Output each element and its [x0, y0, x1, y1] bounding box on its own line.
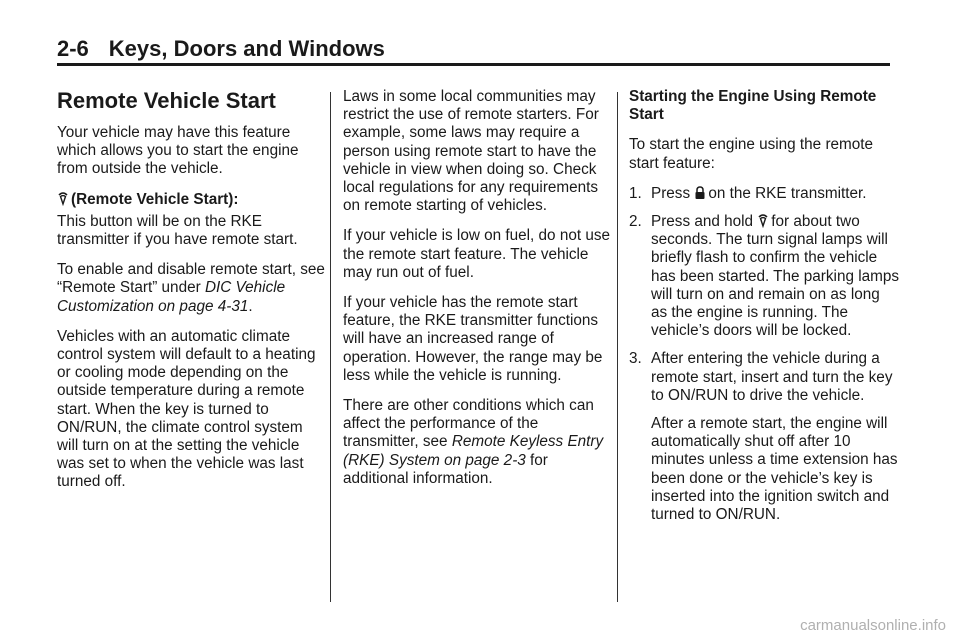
climate-paragraph: Vehicles with an automatic climate control system will default to a heating or cooling mode depending on the outside temperature during a remote start. When the key is turned to ON/RUN, the climate control system will turn on at the setting the vehicle was set to when the vehicle was last turned off. [57, 327, 316, 491]
remote-start-icon [57, 192, 69, 206]
section-title: Keys, Doors and Windows [108, 36, 385, 61]
column-divider [330, 92, 331, 602]
range-paragraph: If your vehicle has the remote start feature, the RKE transmitter functions will have an increased range of operation. However, the range may be less while the vehicle is running. [343, 294, 603, 384]
step-number: 2. [629, 213, 642, 231]
enable-end: . [248, 297, 253, 315]
page-title: Remote Vehicle Start [57, 88, 276, 113]
button-heading-label: (Remote Vehicle Start): [71, 190, 239, 208]
button-heading [57, 191, 325, 209]
step-1 [629, 185, 899, 203]
auto-shutoff-note: After a remote start, the engine will automatically shut off after 10 minutes unless a time extension has been done or the vehicle’s key is inserted into the ignition switch and turned to ON/RUN. [651, 415, 898, 524]
column-1 [57, 88, 325, 504]
button-description: This button will be on the RKE transmitter if you have remote start. [57, 212, 298, 249]
lead-text: To start the engine using the remote start feature: [629, 136, 874, 172]
intro-text: Your vehicle may have this feature which allows you to start the engine from outside the vehicle. [57, 124, 299, 178]
step-1-post: on the RKE transmitter. [708, 184, 867, 202]
dic-customization-link[interactable]: DIC Vehicle Customization on page 4-31 [57, 279, 286, 315]
header-rule [57, 63, 890, 66]
page-number: 2-6 [57, 36, 89, 61]
enable-text: To enable and disable remote start, see “Remote Start” under [57, 261, 325, 297]
remote-start-icon [757, 214, 769, 228]
column-divider [617, 92, 618, 602]
step-1-pre: Press [651, 184, 691, 202]
step-2-post: for about two seconds. The turn signal lamps will briefly flash to confirm the vehicle has been started. The parking lamps will turn on and remain on as long as the engine is running. The vehicle’s doors will be locked. [651, 213, 900, 340]
other-conditions-paragraph [343, 397, 611, 488]
subsection-heading: Starting the Engine Using Remote Start [629, 88, 877, 124]
step-2-pre: Press and hold [651, 213, 754, 231]
watermark: carmanualsonline.info [800, 617, 946, 634]
step-3-text: After entering the vehicle during a remote start, insert and turn the key to ON/RUN to drive the vehicle. [651, 350, 893, 404]
step-number: 3. [629, 350, 642, 368]
other-end: for additional information. [343, 451, 548, 487]
lock-icon [694, 186, 706, 200]
step-3 [629, 350, 899, 405]
steps-list [629, 185, 899, 405]
step-number: 1. [629, 184, 642, 202]
step-2 [629, 213, 899, 340]
column-3 [629, 88, 899, 536]
fuel-paragraph: If your vehicle is low on fuel, do not use the remote start feature. The vehicle may run out of fuel. [343, 227, 610, 281]
laws-paragraph: Laws in some local communities may restrict the use of remote starters. For example, some laws may require a person using remote start to have the vehicle in view when doing so. Check local regulations for any requirements on remote starting of vehicles. [343, 88, 599, 215]
column-2 [343, 88, 611, 500]
rke-system-link[interactable]: Remote Keyless Entry (RKE) System on page 2-3 [343, 433, 604, 469]
page-header [57, 36, 385, 62]
other-text: There are other conditions which can affect the performance of the transmitter, see [343, 397, 594, 451]
enable-paragraph [57, 261, 325, 316]
